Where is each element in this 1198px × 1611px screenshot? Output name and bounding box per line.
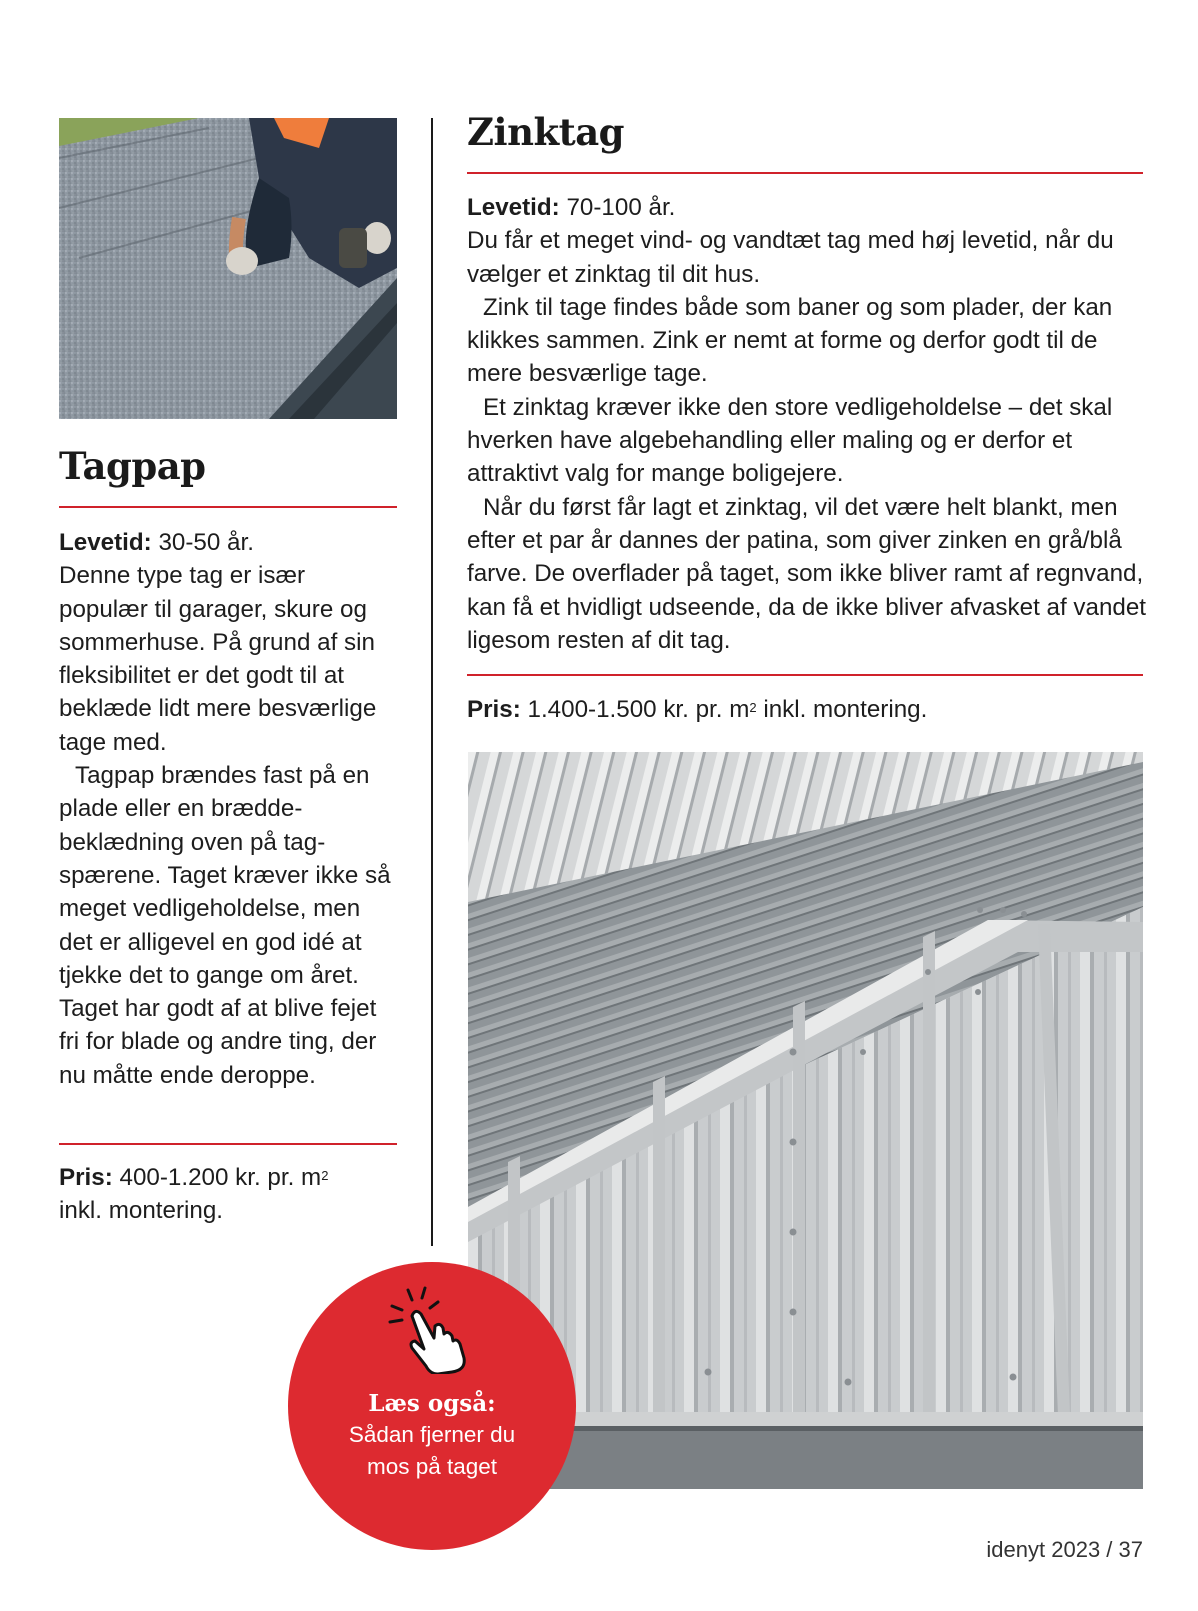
heading-divider-rule: [59, 506, 397, 508]
tagpap-price: [59, 1161, 399, 1228]
price-label: Pris:: [59, 1164, 113, 1191]
callout-link-text[interactable]: mos på taget: [366, 1454, 498, 1479]
read-also-callout[interactable]: [288, 1262, 576, 1550]
roofing-felt-photo: [59, 118, 397, 419]
paragraph: Et zinktag kræver ikke den store vedligeholdelse – det skal hverken have algebehandling eller maling og er derfor et attraktivt valg for mange boligejere.: [467, 393, 1113, 488]
paragraph: Zink til tage findes både som baner og som plader, der kan klikkes sammen. Zink er nemt at forme og derfor godt til de mere besværlige tage.: [467, 293, 1113, 388]
price-value: 400-1.200 kr. pr. m: [112, 1164, 322, 1191]
price-tail: inkl. montering.: [756, 696, 928, 723]
price-label: Pris:: [467, 696, 521, 723]
paragraph: Denne type tag er især populær til garager, skure og sommerhuse. På grund af sin fleksibilitet er det godt til at beklæde lidt mere besværlige tage med.: [59, 562, 377, 756]
callout-link-text[interactable]: Sådan fjerner du: [348, 1422, 516, 1447]
lifetime-value: 30-50 år.: [151, 529, 254, 556]
price-unit-superscript: 2: [749, 700, 757, 715]
page-footer: idenyt 2023 / 37: [986, 1537, 1143, 1562]
lifetime-value: 70-100 år.: [559, 194, 676, 221]
pointing-hand-click-icon: [382, 1286, 482, 1374]
callout-title: Læs også:: [368, 1390, 496, 1417]
section-heading-zinktag: Zinktag: [467, 110, 625, 154]
paragraph: Når du først får lagt et zinktag, vil det være helt blankt, men efter et par år dannes der patina, som giver zinken en grå/blå farve. De overflader på taget, som ikke bliver ramt af regnvand, kan få et hvidligt udseende, da de ikke bliver afvasket af vandet ligesom resten af dit tag.: [467, 493, 1147, 654]
tagpap-body: [59, 526, 399, 1092]
price-unit-superscript: 2: [321, 1168, 329, 1183]
price-value: 1.400-1.500 kr. pr. m: [520, 696, 750, 723]
price-divider-rule: [59, 1143, 397, 1145]
price-divider-rule: [467, 674, 1143, 676]
paragraph: Tagpap brændes fast på en plade eller en bræddebeklædning oven på tagspærene. Taget kræver ikke så meget vedligeholdelse, men det er alligevel en god idé at tjekke det to gange om året. Taget har godt af at blive fejet fri for blade og andre ting, der nu måtte ende deroppe.: [59, 762, 391, 1089]
price-tail: inkl. montering.: [59, 1197, 224, 1225]
lifetime-line: [59, 526, 399, 559]
lifetime-label: Levetid:: [467, 194, 560, 221]
lifetime-label: Levetid:: [59, 529, 152, 556]
zinktag-body: [467, 191, 1157, 657]
lifetime-line: [467, 191, 1157, 224]
column-divider: [431, 118, 433, 1246]
zinktag-price: [467, 693, 1157, 726]
paragraph: Du får et meget vind- og vandtæt tag med høj levetid, når du vælger et zinktag til dit hus.: [467, 227, 1114, 288]
section-heading-tagpap: Tagpap: [59, 444, 206, 488]
heading-divider-rule: [467, 172, 1143, 174]
